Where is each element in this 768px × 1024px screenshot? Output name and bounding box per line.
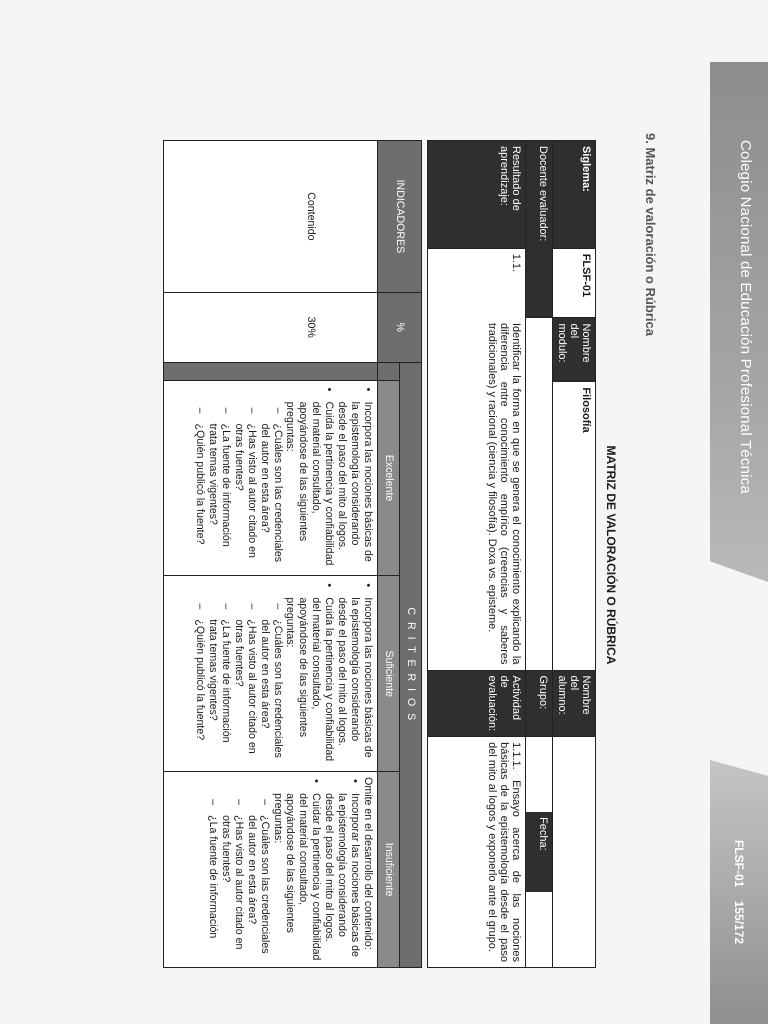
criteria-table: [163, 140, 422, 968]
actividad-label: Actividad de evaluación:: [428, 670, 526, 737]
page-footer: [732, 840, 746, 1020]
suficiente-header: Suficiente: [378, 576, 400, 772]
question-item: – ¿Has visto al autor citado en otras fuentes?: [232, 609, 258, 766]
docente-label: Docente evaluador:: [526, 141, 553, 318]
resultado-number: 1.1.: [428, 248, 526, 318]
criteria-spacer: [378, 362, 400, 380]
footer-code: FLSF-01: [732, 840, 746, 888]
indicadores-header: INDICADORES: [378, 141, 422, 293]
indicator-percent: 30%: [164, 292, 378, 362]
indicator-name: Contenido: [164, 141, 378, 293]
criteria-spacer: [164, 362, 378, 380]
insuficiente-header: Insuficiente: [378, 772, 400, 968]
question-item: – ¿La fuente de información trata temas vigentes?: [206, 609, 232, 766]
suficiente-cell: [164, 576, 378, 772]
docente-value: [526, 318, 553, 670]
fecha-label: Fecha:: [526, 812, 552, 892]
list-item: • Incorpora las nociones básicas de la epistemología considerando desde el paso del mito al logos.: [335, 396, 374, 571]
question-item: – ¿La fuente de información trata temas vigentes?: [206, 414, 232, 571]
footer-page-number: 155/172: [732, 900, 746, 945]
grupo-value: [526, 737, 552, 812]
criterion-text: Cuida la pertinencia y confiabilidad del material consultado, apoyándose de las siguientes preguntas:: [284, 401, 336, 566]
resultado-value: Identificar la forma en que se genera el conocimiento explicando la diferencia entre conocimiento empírico (creencias y saberes tradicionales) y racional (ciencia y filosofía). Doxa vs. episteme.: [428, 318, 526, 670]
table-row: [164, 141, 378, 968]
modulo-value: Filosofía: [553, 382, 596, 670]
resultado-label: Resultado de aprendizaje:: [428, 141, 526, 249]
alumno-value: [553, 737, 596, 968]
modulo-label: Nombre del modulo:: [553, 318, 596, 382]
list-item: [206, 787, 322, 962]
question-item: – ¿La fuente de información: [206, 805, 219, 962]
question-item: – ¿Cuáles son las credenciales del autor en esta área?: [258, 414, 284, 571]
actividad-value: 1.1.1. Ensayo acerca de las nociones básicas de la epistemología desde el paso del mito al logos y exponerlo ante el grupo.: [428, 737, 526, 968]
grupo-label: Grupo:: [526, 670, 553, 737]
alumno-label: Nombre del alumno:: [553, 670, 596, 737]
grupo-fecha-cell: [526, 737, 553, 968]
question-item: – ¿Cuáles son las credenciales del autor en esta área?: [245, 805, 271, 962]
criterios-header: C R I T E R I O S: [400, 362, 422, 967]
question-item: – ¿Has visto al autor citado en otras fuentes?: [219, 805, 245, 962]
criterion-text: Cuidar la pertinencia y confiabilidad del material consultado, apoyándose de las siguientes preguntas:: [271, 793, 323, 961]
excelente-header: Excelente: [378, 380, 400, 576]
question-item: – ¿Quién publicó la fuente?: [193, 609, 206, 766]
fecha-value: [526, 892, 552, 967]
question-item: – ¿Cuáles son las credenciales del autor en esta área?: [258, 609, 284, 766]
list-item: • Incorporar las nociones básicas de la epistemología considerando desde el paso del mito al logos.: [322, 787, 361, 962]
question-item: – ¿Has visto al autor citado en otras fuentes?: [232, 414, 258, 571]
list-item: [193, 396, 335, 571]
institution-name: Colegio Nacional de Educación Profesional Técnica: [737, 140, 754, 494]
criterion-intro: Omite en el desarrollo del contenido:: [362, 777, 374, 950]
section-title: 9. Matriz de valoración o Rúbrica: [643, 133, 658, 336]
percent-header: %: [378, 292, 422, 362]
document-title: MATRIZ DE VALORACIÓN O RÚBRICA: [604, 445, 618, 665]
sigla-value: FLSF-01: [553, 248, 596, 318]
question-item: – ¿Quién publicó la fuente?: [193, 414, 206, 571]
insuficiente-cell: [164, 772, 378, 968]
list-item: • Incorpora las nociones básicas de la epistemología considerando desde el paso del mito al logos.: [335, 591, 374, 766]
criterion-text: Cuida la pertinencia y confiabilidad del material consultado, apoyándose de las siguientes preguntas:: [284, 597, 336, 762]
excelente-cell: [164, 380, 378, 576]
list-item: [193, 591, 335, 766]
sigla-label: Siglema:: [553, 141, 596, 249]
info-table: [427, 140, 596, 968]
